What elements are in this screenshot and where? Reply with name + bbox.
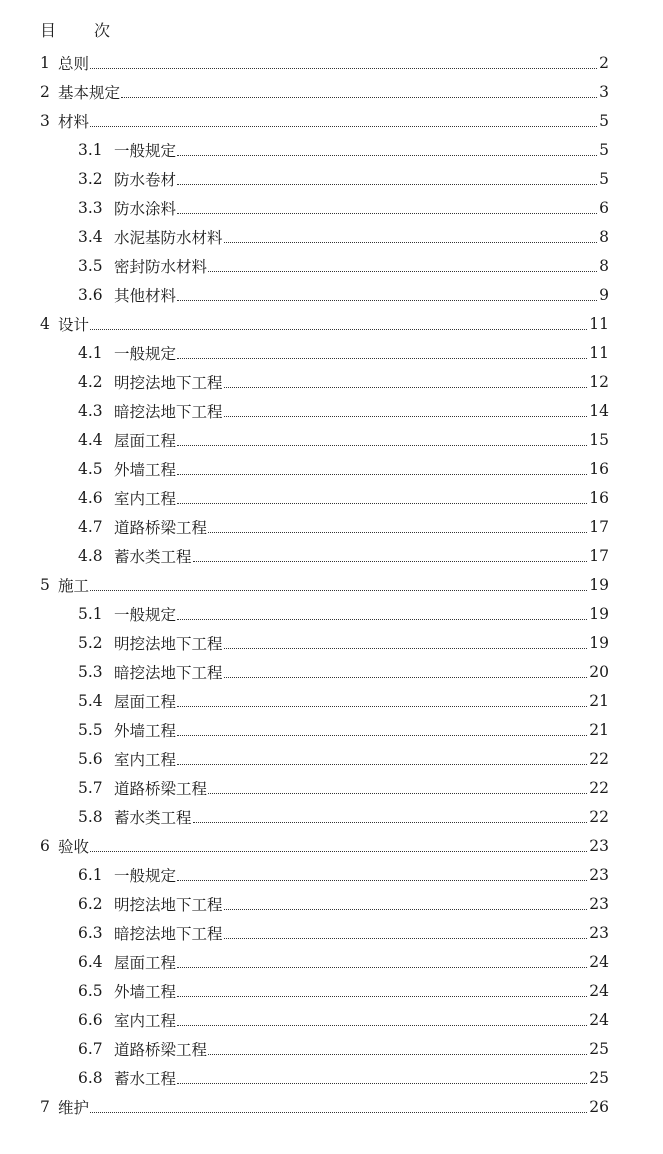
toc-dot-leader <box>224 386 588 388</box>
toc-entry-label: 水泥基防水材料 <box>114 228 223 247</box>
toc-chapter-entry[interactable] <box>0 570 663 599</box>
toc-dot-leader <box>90 125 597 127</box>
toc-dot-leader <box>177 966 587 968</box>
toc-section-entry[interactable] <box>0 802 663 831</box>
toc-entry-label: 蓄水类工程 <box>114 808 192 827</box>
toc-dot-leader <box>90 850 587 852</box>
toc-section-entry[interactable] <box>0 686 663 715</box>
toc-section-entry[interactable] <box>0 338 663 367</box>
toc-section-entry[interactable] <box>0 976 663 1005</box>
toc-entry-number: 6.7 <box>78 1039 103 1058</box>
toc-section-entry[interactable] <box>0 512 663 541</box>
toc-entry-page-number: 25 <box>589 1039 609 1058</box>
toc-entry-label: 防水涂料 <box>114 199 177 218</box>
toc-entry-page-number: 11 <box>589 343 609 362</box>
toc-entry-page-number: 3 <box>599 82 609 101</box>
toc-dot-leader <box>177 473 587 475</box>
toc-entry-number: 5.2 <box>78 633 103 652</box>
toc-dot-leader <box>208 270 597 272</box>
toc-list <box>0 48 663 1121</box>
toc-dot-leader <box>90 67 597 69</box>
toc-chapter-entry[interactable] <box>0 48 663 77</box>
toc-entry-number: 6.4 <box>78 952 103 971</box>
toc-dot-leader <box>121 96 597 98</box>
toc-entry-number: 1 <box>40 53 50 72</box>
toc-entry-page-number: 21 <box>589 691 609 710</box>
toc-section-entry[interactable] <box>0 454 663 483</box>
toc-entry-label: 蓄水工程 <box>114 1069 177 1088</box>
toc-entry-page-number: 16 <box>589 488 609 507</box>
toc-dot-leader <box>208 1053 587 1055</box>
toc-entry-label: 屋面工程 <box>114 692 177 711</box>
toc-entry-number: 6.3 <box>78 923 103 942</box>
toc-section-entry[interactable] <box>0 773 663 802</box>
toc-section-entry[interactable] <box>0 657 663 686</box>
toc-entry-page-number: 19 <box>589 633 609 652</box>
toc-entry-page-number: 2 <box>599 53 609 72</box>
toc-entry-page-number: 16 <box>589 459 609 478</box>
toc-entry-label: 密封防水材料 <box>114 257 208 276</box>
toc-entry-number: 6.2 <box>78 894 103 913</box>
toc-entry-number: 4 <box>40 314 50 333</box>
toc-entry-number: 6.1 <box>78 865 103 884</box>
toc-section-entry[interactable] <box>0 744 663 773</box>
toc-entry-page-number: 11 <box>589 314 609 333</box>
toc-entry-page-number: 8 <box>599 256 609 275</box>
toc-entry-label: 一般规定 <box>114 605 177 624</box>
toc-entry-number: 5 <box>40 575 50 594</box>
toc-section-entry[interactable] <box>0 135 663 164</box>
toc-entry-page-number: 19 <box>589 575 609 594</box>
toc-section-entry[interactable] <box>0 1063 663 1092</box>
toc-dot-leader <box>193 821 588 823</box>
toc-section-entry[interactable] <box>0 164 663 193</box>
toc-entry-label: 暗挖法地下工程 <box>114 924 223 943</box>
toc-dot-leader <box>177 763 587 765</box>
toc-section-entry[interactable] <box>0 1034 663 1063</box>
toc-entry-label: 暗挖法地下工程 <box>114 402 223 421</box>
toc-entry-page-number: 24 <box>589 981 609 1000</box>
toc-entry-number: 3 <box>40 111 50 130</box>
toc-entry-number: 4.2 <box>78 372 103 391</box>
toc-entry-number: 7 <box>40 1097 50 1116</box>
toc-entry-number: 3.1 <box>78 140 103 159</box>
toc-entry-page-number: 12 <box>589 372 609 391</box>
toc-entry-number: 5.8 <box>78 807 103 826</box>
toc-dot-leader <box>224 415 588 417</box>
toc-dot-leader <box>224 676 588 678</box>
toc-section-entry[interactable] <box>0 947 663 976</box>
toc-entry-page-number: 9 <box>599 285 609 304</box>
toc-entry-label: 一般规定 <box>114 141 177 160</box>
toc-dot-leader <box>177 502 587 504</box>
toc-entry-page-number: 23 <box>589 865 609 884</box>
toc-entry-number: 6.6 <box>78 1010 103 1029</box>
toc-entry-number: 4.1 <box>78 343 103 362</box>
toc-entry-page-number: 17 <box>589 546 609 565</box>
toc-chapter-entry[interactable] <box>0 831 663 860</box>
toc-section-entry[interactable] <box>0 425 663 454</box>
toc-chapter-entry[interactable] <box>0 1092 663 1121</box>
toc-entry-page-number: 19 <box>589 604 609 623</box>
toc-entry-number: 4.8 <box>78 546 103 565</box>
toc-heading-part2: 次 <box>94 21 111 40</box>
toc-section-entry[interactable] <box>0 280 663 309</box>
toc-section-entry[interactable] <box>0 396 663 425</box>
toc-dot-leader <box>177 444 587 446</box>
toc-entry-label: 防水卷材 <box>114 170 177 189</box>
toc-entry-label: 室内工程 <box>114 1011 177 1030</box>
toc-entry-page-number: 22 <box>589 807 609 826</box>
toc-section-entry[interactable] <box>0 860 663 889</box>
toc-dot-leader <box>177 995 587 997</box>
toc-entry-label: 道路桥梁工程 <box>114 1040 208 1059</box>
toc-section-entry[interactable] <box>0 222 663 251</box>
toc-dot-leader <box>177 154 597 156</box>
toc-section-entry[interactable] <box>0 367 663 396</box>
toc-entry-label: 一般规定 <box>114 866 177 885</box>
toc-chapter-entry[interactable] <box>0 106 663 135</box>
toc-entry-page-number: 23 <box>589 923 609 942</box>
toc-entry-page-number: 24 <box>589 952 609 971</box>
toc-entry-page-number: 22 <box>589 749 609 768</box>
toc-dot-leader <box>90 328 587 330</box>
toc-entry-page-number: 25 <box>589 1068 609 1087</box>
toc-dot-leader <box>208 792 587 794</box>
toc-section-entry[interactable] <box>0 251 663 280</box>
toc-entry-label: 道路桥梁工程 <box>114 518 208 537</box>
toc-entry-page-number: 8 <box>599 227 609 246</box>
toc-entry-label: 一般规定 <box>114 344 177 363</box>
toc-entry-number: 5.7 <box>78 778 103 797</box>
toc-dot-leader <box>177 618 587 620</box>
toc-entry-label: 道路桥梁工程 <box>114 779 208 798</box>
toc-dot-leader <box>224 647 588 649</box>
toc-entry-page-number: 23 <box>589 836 609 855</box>
toc-entry-label: 屋面工程 <box>114 431 177 450</box>
toc-entry-number: 5.3 <box>78 662 103 681</box>
toc-entry-label: 明挖法地下工程 <box>114 634 223 653</box>
toc-entry-number: 5.5 <box>78 720 103 739</box>
toc-entry-label: 设计 <box>58 315 90 334</box>
toc-entry-page-number: 22 <box>589 778 609 797</box>
toc-section-entry[interactable] <box>0 628 663 657</box>
toc-dot-leader <box>177 879 587 881</box>
toc-dot-leader <box>177 183 597 185</box>
toc-entry-number: 4.3 <box>78 401 103 420</box>
toc-dot-leader <box>90 1111 587 1113</box>
toc-entry-label: 基本规定 <box>58 83 121 102</box>
toc-dot-leader <box>177 734 587 736</box>
toc-entry-number: 4.4 <box>78 430 103 449</box>
toc-entry-page-number: 24 <box>589 1010 609 1029</box>
toc-entry-label: 室内工程 <box>114 750 177 769</box>
toc-entry-page-number: 15 <box>589 430 609 449</box>
toc-dot-leader <box>177 357 587 359</box>
toc-entry-number: 3.2 <box>78 169 103 188</box>
toc-chapter-entry[interactable] <box>0 77 663 106</box>
toc-entry-label: 施工 <box>58 576 90 595</box>
toc-entry-label: 其他材料 <box>114 286 177 305</box>
toc-entry-page-number: 23 <box>589 894 609 913</box>
toc-entry-page-number: 5 <box>599 140 609 159</box>
toc-entry-page-number: 20 <box>589 662 609 681</box>
toc-entry-page-number: 26 <box>589 1097 609 1116</box>
toc-entry-number: 4.5 <box>78 459 103 478</box>
toc-section-entry[interactable] <box>0 193 663 222</box>
toc-entry-label: 外墙工程 <box>114 460 177 479</box>
toc-dot-leader <box>177 299 597 301</box>
toc-chapter-entry[interactable] <box>0 309 663 338</box>
toc-entry-number: 4.7 <box>78 517 103 536</box>
toc-entry-number: 3.3 <box>78 198 103 217</box>
toc-section-entry[interactable] <box>0 541 663 570</box>
toc-entry-label: 明挖法地下工程 <box>114 895 223 914</box>
toc-entry-label: 验收 <box>58 837 90 856</box>
toc-entry-label: 维护 <box>58 1098 90 1117</box>
toc-dot-leader <box>177 1024 587 1026</box>
toc-entry-label: 明挖法地下工程 <box>114 373 223 392</box>
toc-entry-label: 总则 <box>58 54 90 73</box>
toc-entry-page-number: 6 <box>599 198 609 217</box>
toc-heading <box>40 18 110 41</box>
toc-section-entry[interactable] <box>0 889 663 918</box>
toc-section-entry[interactable] <box>0 483 663 512</box>
toc-entry-number: 5.1 <box>78 604 103 623</box>
toc-entry-label: 室内工程 <box>114 489 177 508</box>
toc-entry-page-number: 21 <box>589 720 609 739</box>
toc-heading-part1: 目 <box>40 21 57 40</box>
toc-dot-leader <box>224 241 597 243</box>
toc-entry-number: 3.5 <box>78 256 103 275</box>
toc-dot-leader <box>208 531 587 533</box>
toc-dot-leader <box>177 212 597 214</box>
toc-entry-label: 材料 <box>58 112 90 131</box>
toc-dot-leader <box>224 908 588 910</box>
toc-section-entry[interactable] <box>0 715 663 744</box>
toc-dot-leader <box>177 1082 587 1084</box>
toc-dot-leader <box>193 560 588 562</box>
toc-section-entry[interactable] <box>0 918 663 947</box>
toc-entry-page-number: 5 <box>599 169 609 188</box>
toc-dot-leader <box>177 705 587 707</box>
toc-entry-number: 2 <box>40 82 50 101</box>
toc-entry-label: 外墙工程 <box>114 982 177 1001</box>
toc-entry-page-number: 14 <box>589 401 609 420</box>
toc-entry-number: 4.6 <box>78 488 103 507</box>
toc-entry-label: 暗挖法地下工程 <box>114 663 223 682</box>
toc-section-entry[interactable] <box>0 599 663 628</box>
toc-entry-page-number: 17 <box>589 517 609 536</box>
toc-entry-label: 屋面工程 <box>114 953 177 972</box>
toc-entry-number: 6 <box>40 836 50 855</box>
toc-entry-number: 6.5 <box>78 981 103 1000</box>
toc-dot-leader <box>90 589 587 591</box>
toc-entry-page-number: 5 <box>599 111 609 130</box>
toc-section-entry[interactable] <box>0 1005 663 1034</box>
toc-entry-label: 外墙工程 <box>114 721 177 740</box>
toc-entry-number: 6.8 <box>78 1068 103 1087</box>
toc-entry-label: 蓄水类工程 <box>114 547 192 566</box>
toc-dot-leader <box>224 937 588 939</box>
toc-entry-number: 5.6 <box>78 749 103 768</box>
toc-entry-number: 5.4 <box>78 691 103 710</box>
toc-entry-number: 3.4 <box>78 227 103 246</box>
toc-entry-number: 3.6 <box>78 285 103 304</box>
